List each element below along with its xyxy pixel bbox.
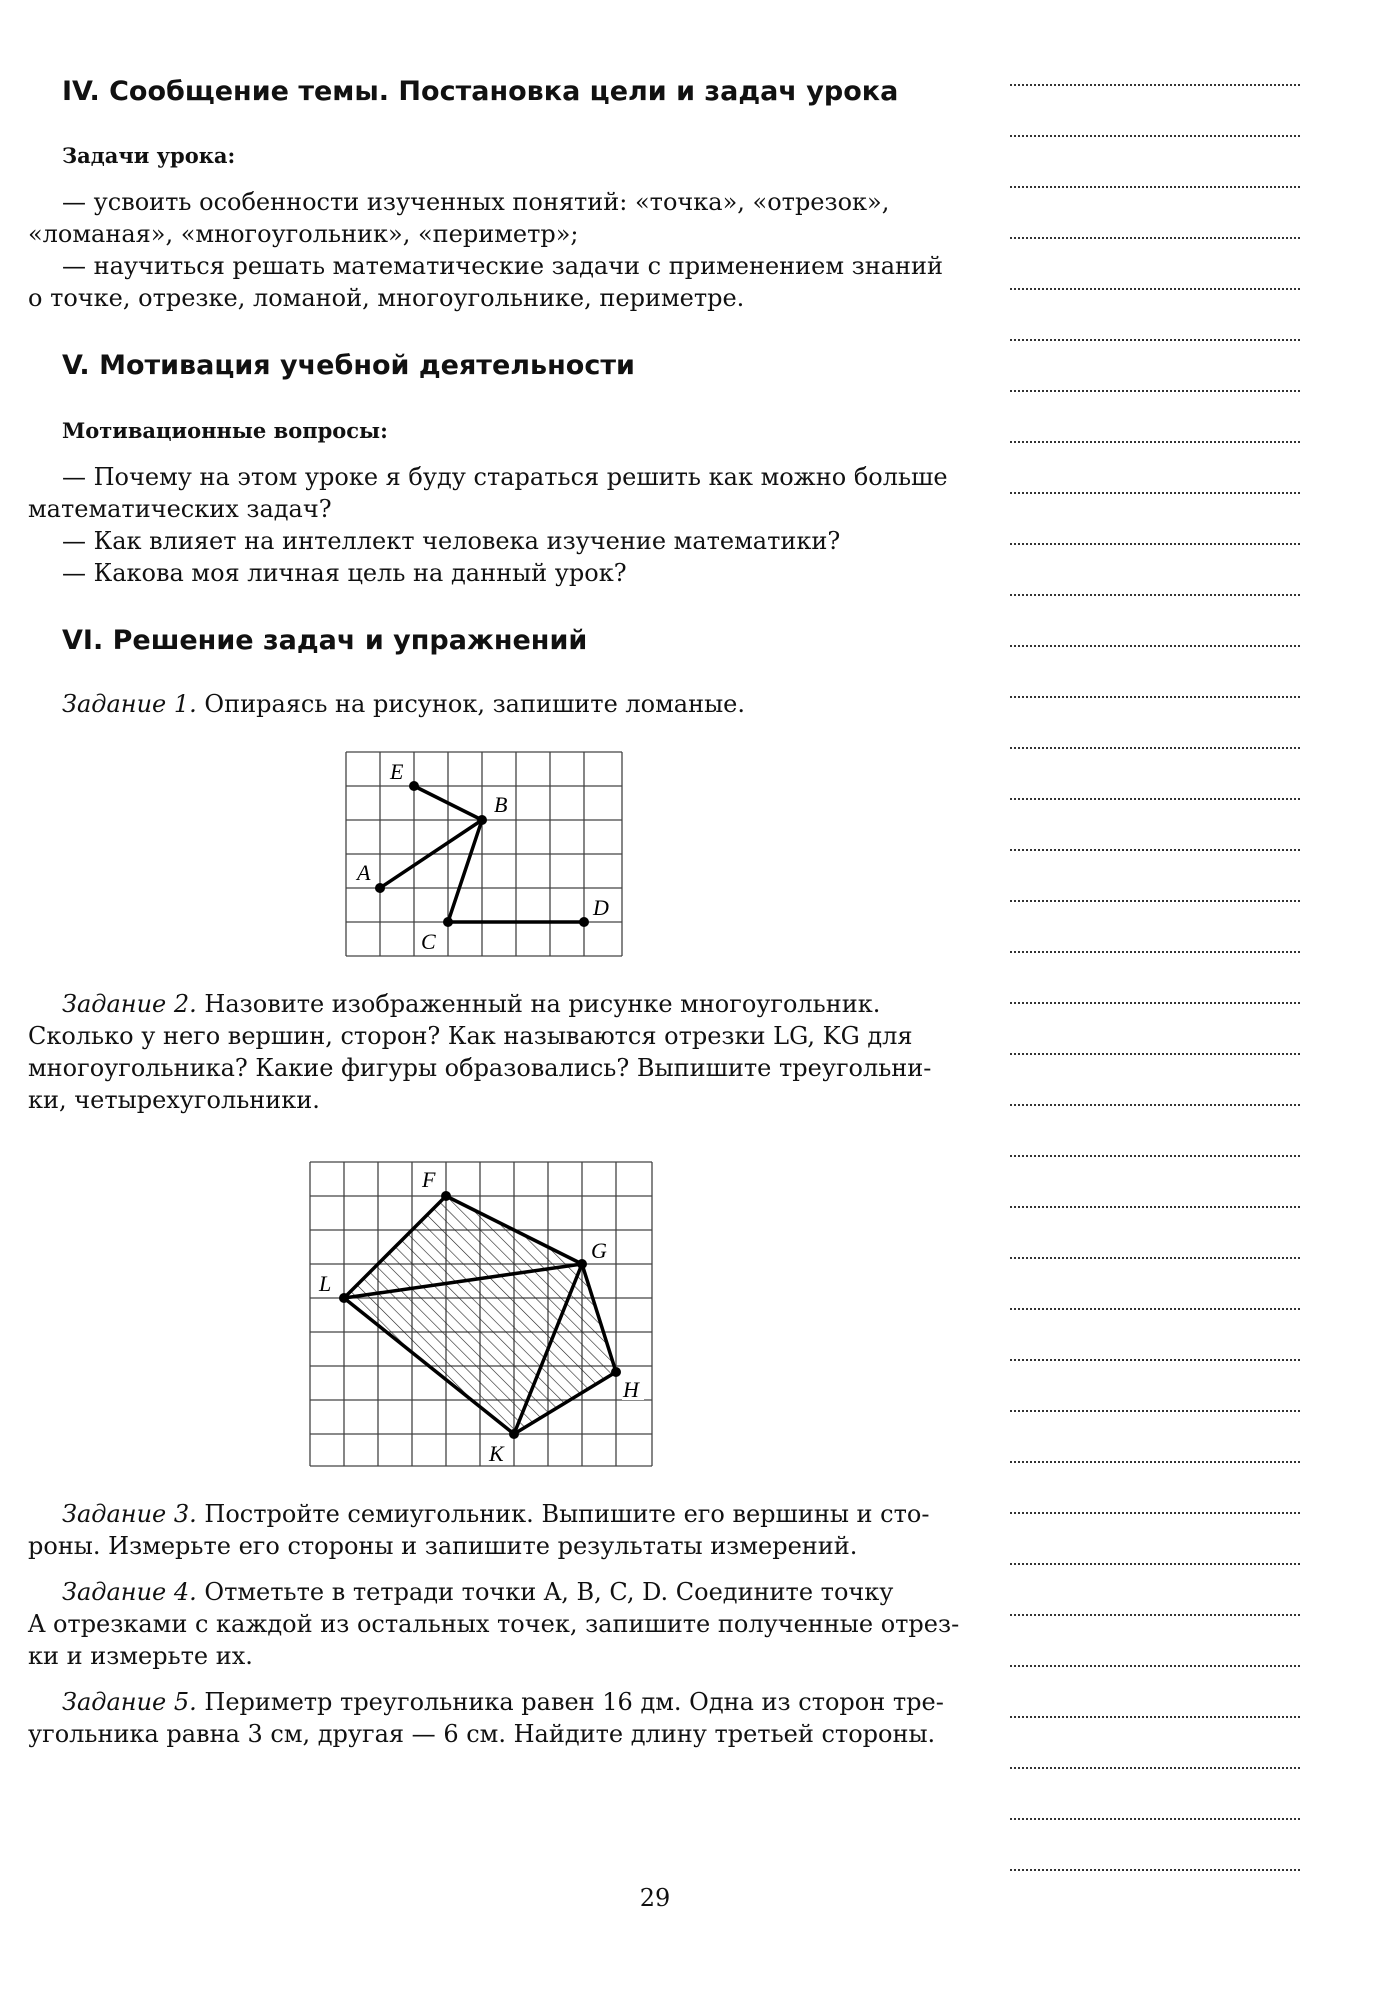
goal-2-line-1: — научиться решать математические задачи с применением знаний [62,252,944,280]
note-line [1010,1257,1300,1259]
note-line [1010,594,1300,596]
note-line [1010,1206,1300,1208]
note-line [1010,1461,1300,1463]
note-line [1010,1104,1300,1106]
note-line [1010,543,1300,545]
task-2-line-2: Сколько у него вершин, сторон? Как называются отрезки LG, KG для [28,1022,913,1050]
point-f [441,1191,451,1201]
section-5-subtitle: Мотивационные вопросы: [62,418,388,443]
note-line [1010,696,1300,698]
section-4-subtitle: Задачи урока: [62,143,236,168]
point-l [339,1293,349,1303]
question-1-line-2: математических задач? [28,495,332,523]
point-d [579,917,589,927]
note-line [1010,747,1300,749]
label-f: F [422,1167,436,1192]
note-line [1010,1767,1300,1769]
task-4-line-3: ки и измерьте их. [28,1642,253,1670]
section-5-body [28,461,978,589]
note-line [1010,135,1300,137]
label-e: E [390,759,404,784]
pentagon-fglkh [344,1196,616,1434]
note-line [1010,1563,1300,1565]
section-5-heading: V. Мотивация учебной деятельности [62,350,635,381]
task-4-line-1: Отметьте в тетради точки A, B, C, D. Соедините точку [196,1578,894,1606]
note-line [1010,798,1300,800]
note-line [1010,1665,1300,1667]
task-1 [28,688,978,720]
note-line [1010,645,1300,647]
task-5-line-2: угольника равна 3 см, другая — 6 см. Найдите длину третьей стороны. [28,1720,936,1748]
note-line [1010,1359,1300,1361]
note-line [1010,1716,1300,1718]
point-h [611,1367,621,1377]
point-e [409,781,419,791]
point-b [477,815,487,825]
note-line [1010,1410,1300,1412]
task-5 [28,1686,978,1750]
note-line [1010,1155,1300,1157]
label-l: L [319,1271,332,1296]
question-1-line-1: — Почему на этом уроке я буду стараться решить как можно больше [62,463,948,491]
note-line [1010,186,1300,188]
figure-1-polyline-grid [344,750,624,960]
task-2-line-3: многоугольника? Какие фигуры образовались? Выпишите треугольни- [28,1054,932,1082]
section-4-body [28,186,978,314]
note-line [1010,1512,1300,1514]
label-h: H [623,1377,639,1402]
figure-2-polygon-grid [308,1160,656,1470]
task-5-label: Задание 5. [62,1688,197,1716]
label-a: A [357,860,371,885]
goal-2-line-2: о точке, отрезке, ломаной, многоугольнике, периметре. [28,284,745,312]
note-line [1010,1053,1300,1055]
point-c [443,917,453,927]
note-line [1010,1308,1300,1310]
note-line [1010,441,1300,443]
task-4-label: Задание 4. [62,1578,197,1606]
note-line [1010,237,1300,239]
task-2-line-1: Назовите изображенный на рисунке многоугольник. [196,990,881,1018]
note-line [1010,339,1300,341]
task-2 [28,988,978,1116]
notes-column [1010,0,1300,2000]
task-4-line-2: A отрезками с каждой из остальных точек, запишите полученные отрез- [28,1610,960,1638]
label-c: C [421,929,436,954]
note-line [1010,492,1300,494]
point-k [509,1429,519,1439]
section-4-heading: IV. Сообщение темы. Постановка цели и задач урока [62,76,899,107]
note-line [1010,390,1300,392]
task-2-label: Задание 2. [62,990,197,1018]
task-3-line-2: роны. Измерьте его стороны и запишите результаты измерений. [28,1532,858,1560]
question-3: — Какова моя личная цель на данный урок? [62,559,627,587]
note-line [1010,900,1300,902]
label-k: K [489,1441,504,1466]
note-line [1010,1614,1300,1616]
label-b: B [494,792,508,817]
page-number: 29 [639,1884,671,1912]
task-1-label: Задание 1. [62,690,197,718]
task-3-line-1: Постройте семиугольник. Выпишите его вершины и сто- [196,1500,930,1528]
point-g [577,1259,587,1269]
section-6-heading: VI. Решение задач и упражнений [62,625,588,656]
label-g: G [591,1238,607,1263]
task-3 [28,1498,978,1562]
goal-1-line-2: «ломаная», «многоугольник», «периметр»; [28,220,579,248]
task-3-label: Задание 3. [62,1500,197,1528]
note-line [1010,1818,1300,1820]
goal-1-line-1: — усвоить особенности изученных понятий: «точка», «отрезок», [62,188,890,216]
note-line [1010,1002,1300,1004]
note-line [1010,849,1300,851]
point-a [375,883,385,893]
note-line [1010,951,1300,953]
task-5-line-1: Периметр треугольника равен 16 дм. Одна из сторон тре- [196,1688,944,1716]
question-2: — Как влияет на интеллект человека изучение математики? [62,527,841,555]
task-1-text: Опираясь на рисунок, запишите ломаные. [196,690,745,718]
note-line [1010,84,1300,86]
note-line [1010,1869,1300,1871]
task-4 [28,1576,978,1672]
task-2-line-4: ки, четырехугольники. [28,1086,320,1114]
note-line [1010,288,1300,290]
label-d: D [593,895,609,920]
